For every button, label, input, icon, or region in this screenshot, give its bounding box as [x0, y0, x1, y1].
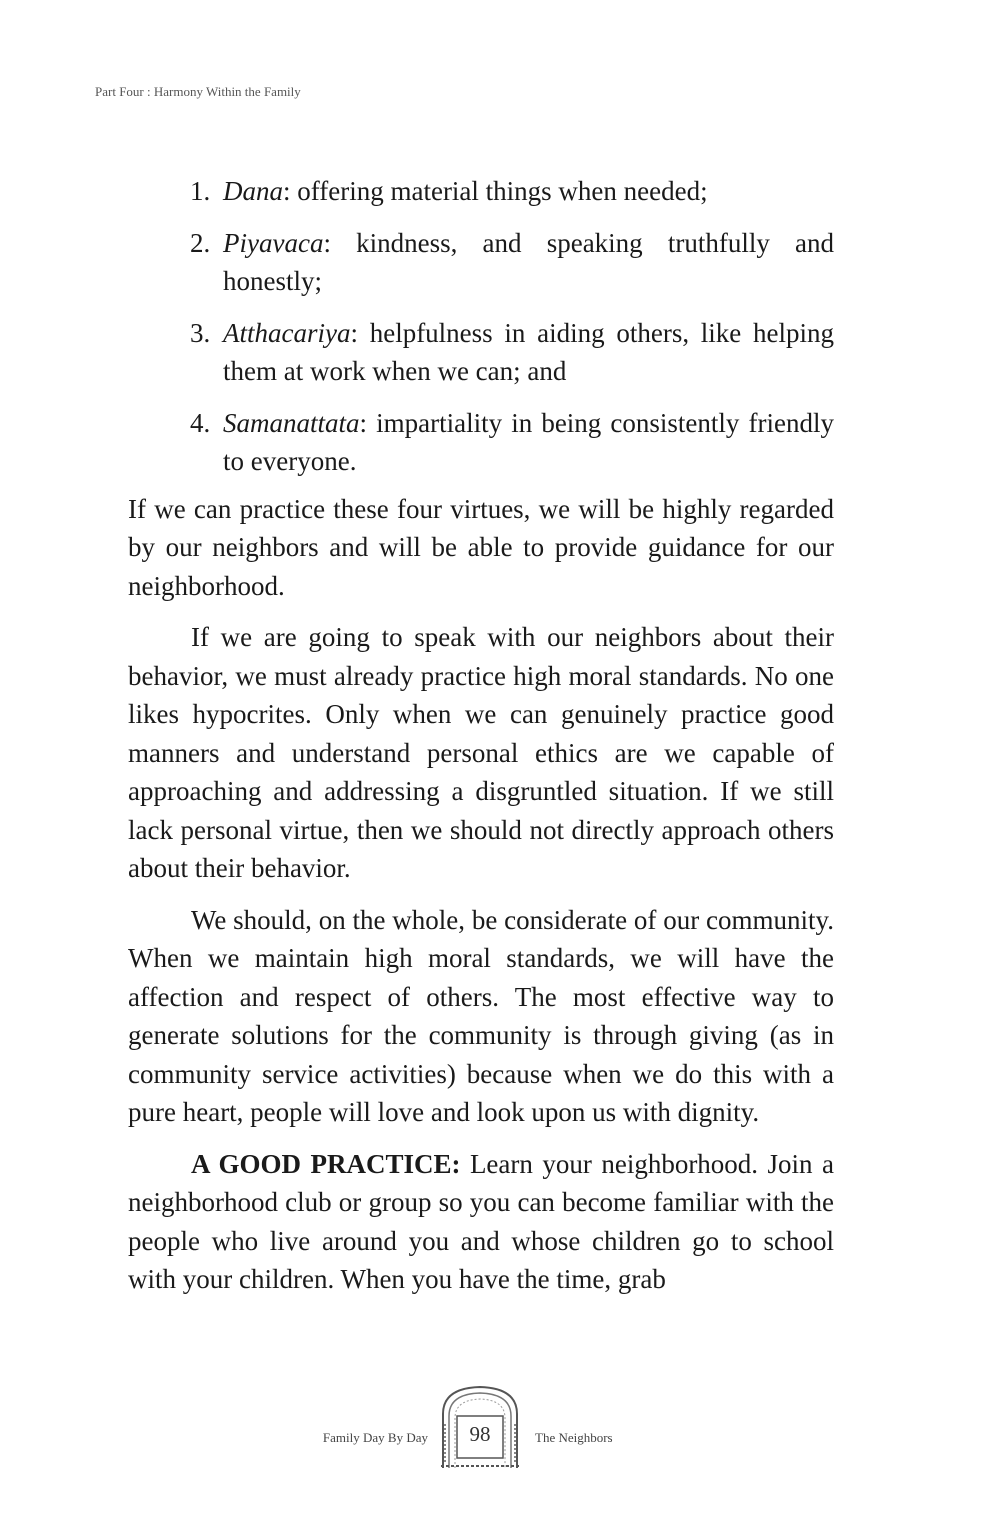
- page-body: [128, 172, 834, 1312]
- list-item: [128, 224, 834, 301]
- list-number: 4.: [190, 407, 211, 438]
- list-item: [128, 172, 834, 211]
- good-practice-text: Learn your neighborhood. Join a neighborhood club or group so you can become familiar with the people who live around you and whose children go to school with your children. When you have the time, grab: [128, 1148, 834, 1294]
- list-number: 3.: [190, 317, 211, 348]
- list-number: 2.: [190, 227, 211, 258]
- list-term: Dana: [223, 176, 283, 206]
- page-footer: [0, 1384, 1000, 1474]
- list-term: Piyavaca: [223, 227, 324, 258]
- list-text: : offering material things when needed;: [283, 176, 708, 206]
- list-text: : impartiality in being consistently friendly to everyone.: [223, 407, 834, 476]
- list-text: : kindness, and speaking truthfully and honestly;: [223, 227, 834, 296]
- list-term: Samanattata: [223, 407, 360, 438]
- paragraph-summary: If we can practice these four virtues, we will be highly regarded by our neighbors and will be able to provide guidance for our neighborhood.: [128, 493, 834, 601]
- footer-book-title: Family Day By Day: [322, 1430, 428, 1445]
- list-item: [128, 314, 834, 391]
- paragraph-community: We should, on the whole, be considerate of our community. When we maintain high moral standards, we will have the affection and respect of others. The most effective way to generate solutions for the community is through giving (as in community service activities) because when we do this with a pure heart, people will love and look upon us with dignity.: [128, 904, 834, 1127]
- good-practice-lead: A GOOD PRACTICE:: [191, 1148, 461, 1179]
- paragraph-good-practice: [128, 1145, 834, 1299]
- running-header: Part Four : Harmony Within the Family: [95, 84, 301, 99]
- footer-chapter-title: The Neighbors: [535, 1430, 613, 1445]
- page-number: 98: [469, 1422, 491, 1446]
- virtues-list: [128, 172, 834, 481]
- list-number: 1.: [190, 176, 211, 206]
- list-term: Atthacariya: [223, 317, 351, 348]
- paragraph-moral-standards: If we are going to speak with our neighbors about their behavior, we must already practice high moral standards. No one likes hypocrites. Only when we can genuinely practice good manners and understand personal ethics are we capable of approaching and addressing a disgruntled situation. If we still lack personal virtue, then we should not directly approach others about their behavior.: [128, 622, 834, 883]
- list-text: : helpfulness in aiding others, like helping them at work when we can; and: [223, 317, 834, 386]
- list-item: [128, 404, 834, 481]
